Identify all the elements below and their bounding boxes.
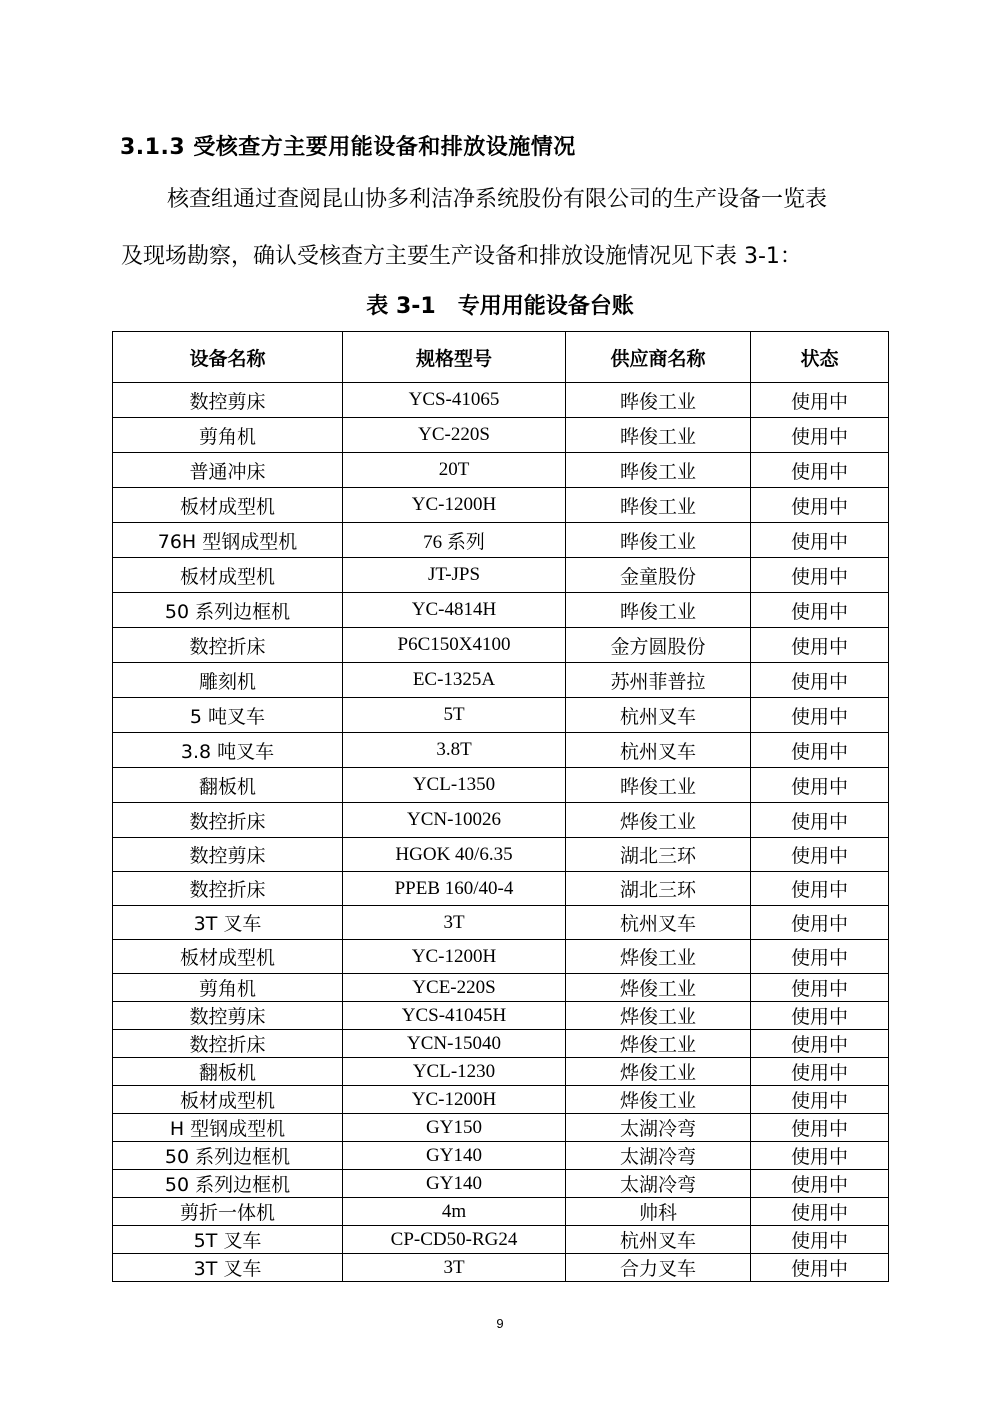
model-cell: YCS-41065 (343, 383, 566, 418)
model-cell: 3.8T (343, 733, 566, 768)
equipment-name-cell: 剪折一体机 (113, 1198, 343, 1226)
supplier-cell: 烨俊工业 (566, 803, 751, 838)
header-status: 状态 (751, 332, 889, 383)
table-row (113, 1058, 889, 1086)
model-cell: 20T (343, 453, 566, 488)
status-cell: 使用中 (751, 593, 889, 628)
status-cell: 使用中 (751, 383, 889, 418)
paragraph-line-1: 核查组通过查阅昆山协多利洁净系统股份有限公司的生产设备一览表 (167, 187, 828, 212)
table-row (113, 1198, 889, 1226)
equipment-name-cell: 雕刻机 (113, 663, 343, 698)
status-cell: 使用中 (751, 838, 889, 872)
model-cell: YC-4814H (343, 593, 566, 628)
section-heading: 3.1.3 受核查方主要用能设备和排放设施情况 (120, 135, 576, 160)
equipment-name-cell: 普通冲床 (113, 453, 343, 488)
table-row (113, 803, 889, 838)
model-cell: P6C150X4100 (343, 628, 566, 663)
status-cell: 使用中 (751, 872, 889, 906)
table-row (113, 1142, 889, 1170)
supplier-cell: 晔俊工业 (566, 418, 751, 453)
supplier-cell: 湖北三环 (566, 838, 751, 872)
status-cell: 使用中 (751, 453, 889, 488)
equipment-name-cell: 3T 叉车 (113, 906, 343, 940)
model-cell: GY150 (343, 1114, 566, 1142)
status-cell: 使用中 (751, 974, 889, 1002)
model-cell: YCN-10026 (343, 803, 566, 838)
supplier-cell: 杭州叉车 (566, 733, 751, 768)
table-row (113, 418, 889, 453)
model-cell: JT-JPS (343, 558, 566, 593)
status-cell: 使用中 (751, 558, 889, 593)
table-row (113, 628, 889, 663)
equipment-name-cell: 50 系列边框机 (113, 593, 343, 628)
model-cell: YC-1200H (343, 940, 566, 974)
status-cell: 使用中 (751, 906, 889, 940)
table-row (113, 768, 889, 803)
model-cell: 4m (343, 1198, 566, 1226)
table-header-row (113, 332, 889, 383)
supplier-cell: 晔俊工业 (566, 768, 751, 803)
model-cell: 3T (343, 906, 566, 940)
table-row (113, 488, 889, 523)
model-cell: YCN-15040 (343, 1030, 566, 1058)
model-cell: PPEB 160/40-4 (343, 872, 566, 906)
equipment-name-cell: 76H 型钢成型机 (113, 523, 343, 558)
header-supplier: 供应商名称 (566, 332, 751, 383)
status-cell: 使用中 (751, 1142, 889, 1170)
supplier-cell: 金童股份 (566, 558, 751, 593)
model-cell: YCL-1350 (343, 768, 566, 803)
equipment-table (112, 331, 889, 1282)
table-row (113, 872, 889, 906)
table-row (113, 733, 889, 768)
equipment-name-cell: 50 系列边框机 (113, 1142, 343, 1170)
equipment-name-cell: 3.8 吨叉车 (113, 733, 343, 768)
model-cell: GY140 (343, 1170, 566, 1198)
header-model: 规格型号 (343, 332, 566, 383)
status-cell: 使用中 (751, 1058, 889, 1086)
equipment-name-cell: 数控剪床 (113, 383, 343, 418)
equipment-name-cell: 板材成型机 (113, 558, 343, 593)
table-caption: 表 3-1 专用用能设备台账 (366, 294, 634, 319)
supplier-cell: 杭州叉车 (566, 698, 751, 733)
equipment-name-cell: 数控剪床 (113, 838, 343, 872)
table-row (113, 1226, 889, 1254)
model-cell: HGOK 40/6.35 (343, 838, 566, 872)
equipment-name-cell: 5T 叉车 (113, 1226, 343, 1254)
equipment-name-cell: 剪角机 (113, 974, 343, 1002)
status-cell: 使用中 (751, 1114, 889, 1142)
supplier-cell: 晔俊工业 (566, 383, 751, 418)
equipment-name-cell: 板材成型机 (113, 1086, 343, 1114)
equipment-name-cell: H 型钢成型机 (113, 1114, 343, 1142)
model-cell: 5T (343, 698, 566, 733)
table-row (113, 974, 889, 1002)
supplier-cell: 晔俊工业 (566, 523, 751, 558)
equipment-name-cell: 数控折床 (113, 1030, 343, 1058)
table-row (113, 940, 889, 974)
equipment-name-cell: 剪角机 (113, 418, 343, 453)
equipment-name-cell: 数控剪床 (113, 1002, 343, 1030)
status-cell: 使用中 (751, 488, 889, 523)
status-cell: 使用中 (751, 698, 889, 733)
table-row (113, 1254, 889, 1282)
table-row (113, 698, 889, 733)
table-row (113, 453, 889, 488)
model-cell: YC-1200H (343, 1086, 566, 1114)
equipment-name-cell: 翻板机 (113, 1058, 343, 1086)
supplier-cell: 苏州菲普拉 (566, 663, 751, 698)
table-row (113, 663, 889, 698)
status-cell: 使用中 (751, 1030, 889, 1058)
status-cell: 使用中 (751, 628, 889, 663)
table-row (113, 1114, 889, 1142)
equipment-name-cell: 3T 叉车 (113, 1254, 343, 1282)
status-cell: 使用中 (751, 418, 889, 453)
supplier-cell: 帅科 (566, 1198, 751, 1226)
supplier-cell: 晔俊工业 (566, 488, 751, 523)
supplier-cell: 晔俊工业 (566, 453, 751, 488)
model-cell: YCL-1230 (343, 1058, 566, 1086)
status-cell: 使用中 (751, 663, 889, 698)
model-cell: YCE-220S (343, 974, 566, 1002)
status-cell: 使用中 (751, 1170, 889, 1198)
table-body (113, 383, 889, 1282)
status-cell: 使用中 (751, 1002, 889, 1030)
supplier-cell: 太湖冷弯 (566, 1142, 751, 1170)
equipment-name-cell: 板材成型机 (113, 940, 343, 974)
supplier-cell: 太湖冷弯 (566, 1170, 751, 1198)
table-row (113, 838, 889, 872)
status-cell: 使用中 (751, 1198, 889, 1226)
supplier-cell: 晔俊工业 (566, 593, 751, 628)
header-equipment-name: 设备名称 (113, 332, 343, 383)
model-cell: YCS-41045H (343, 1002, 566, 1030)
table-row (113, 383, 889, 418)
model-cell: CP-CD50-RG24 (343, 1226, 566, 1254)
equipment-name-cell: 数控折床 (113, 628, 343, 663)
equipment-name-cell: 数控折床 (113, 872, 343, 906)
supplier-cell: 烨俊工业 (566, 1002, 751, 1030)
supplier-cell: 金方圆股份 (566, 628, 751, 663)
paragraph-line-2: 及现场勘察，确认受核查方主要生产设备和排放设施情况见下表 3-1： (121, 244, 802, 269)
supplier-cell: 烨俊工业 (566, 1030, 751, 1058)
model-cell: GY140 (343, 1142, 566, 1170)
supplier-cell: 湖北三环 (566, 872, 751, 906)
supplier-cell: 太湖冷弯 (566, 1114, 751, 1142)
page-number: 9 (496, 1316, 504, 1331)
table-row (113, 558, 889, 593)
status-cell: 使用中 (751, 768, 889, 803)
table-row (113, 1002, 889, 1030)
table-row (113, 906, 889, 940)
equipment-name-cell: 5 吨叉车 (113, 698, 343, 733)
supplier-cell: 烨俊工业 (566, 1058, 751, 1086)
supplier-cell: 合力叉车 (566, 1254, 751, 1282)
status-cell: 使用中 (751, 940, 889, 974)
table-row (113, 1086, 889, 1114)
status-cell: 使用中 (751, 1254, 889, 1282)
equipment-name-cell: 50 系列边框机 (113, 1170, 343, 1198)
supplier-cell: 烨俊工业 (566, 974, 751, 1002)
table-row (113, 1030, 889, 1058)
model-cell: EC-1325A (343, 663, 566, 698)
supplier-cell: 烨俊工业 (566, 940, 751, 974)
status-cell: 使用中 (751, 803, 889, 838)
status-cell: 使用中 (751, 523, 889, 558)
status-cell: 使用中 (751, 733, 889, 768)
equipment-name-cell: 翻板机 (113, 768, 343, 803)
equipment-name-cell: 数控折床 (113, 803, 343, 838)
supplier-cell: 杭州叉车 (566, 906, 751, 940)
status-cell: 使用中 (751, 1086, 889, 1114)
model-cell: YC-1200H (343, 488, 566, 523)
body-paragraph (121, 171, 881, 285)
equipment-name-cell: 板材成型机 (113, 488, 343, 523)
table-row (113, 593, 889, 628)
supplier-cell: 烨俊工业 (566, 1086, 751, 1114)
supplier-cell: 杭州叉车 (566, 1226, 751, 1254)
model-cell: YC-220S (343, 418, 566, 453)
table-row (113, 1170, 889, 1198)
status-cell: 使用中 (751, 1226, 889, 1254)
model-cell: 76 系列 (343, 523, 566, 558)
model-cell: 3T (343, 1254, 566, 1282)
table-row (113, 523, 889, 558)
